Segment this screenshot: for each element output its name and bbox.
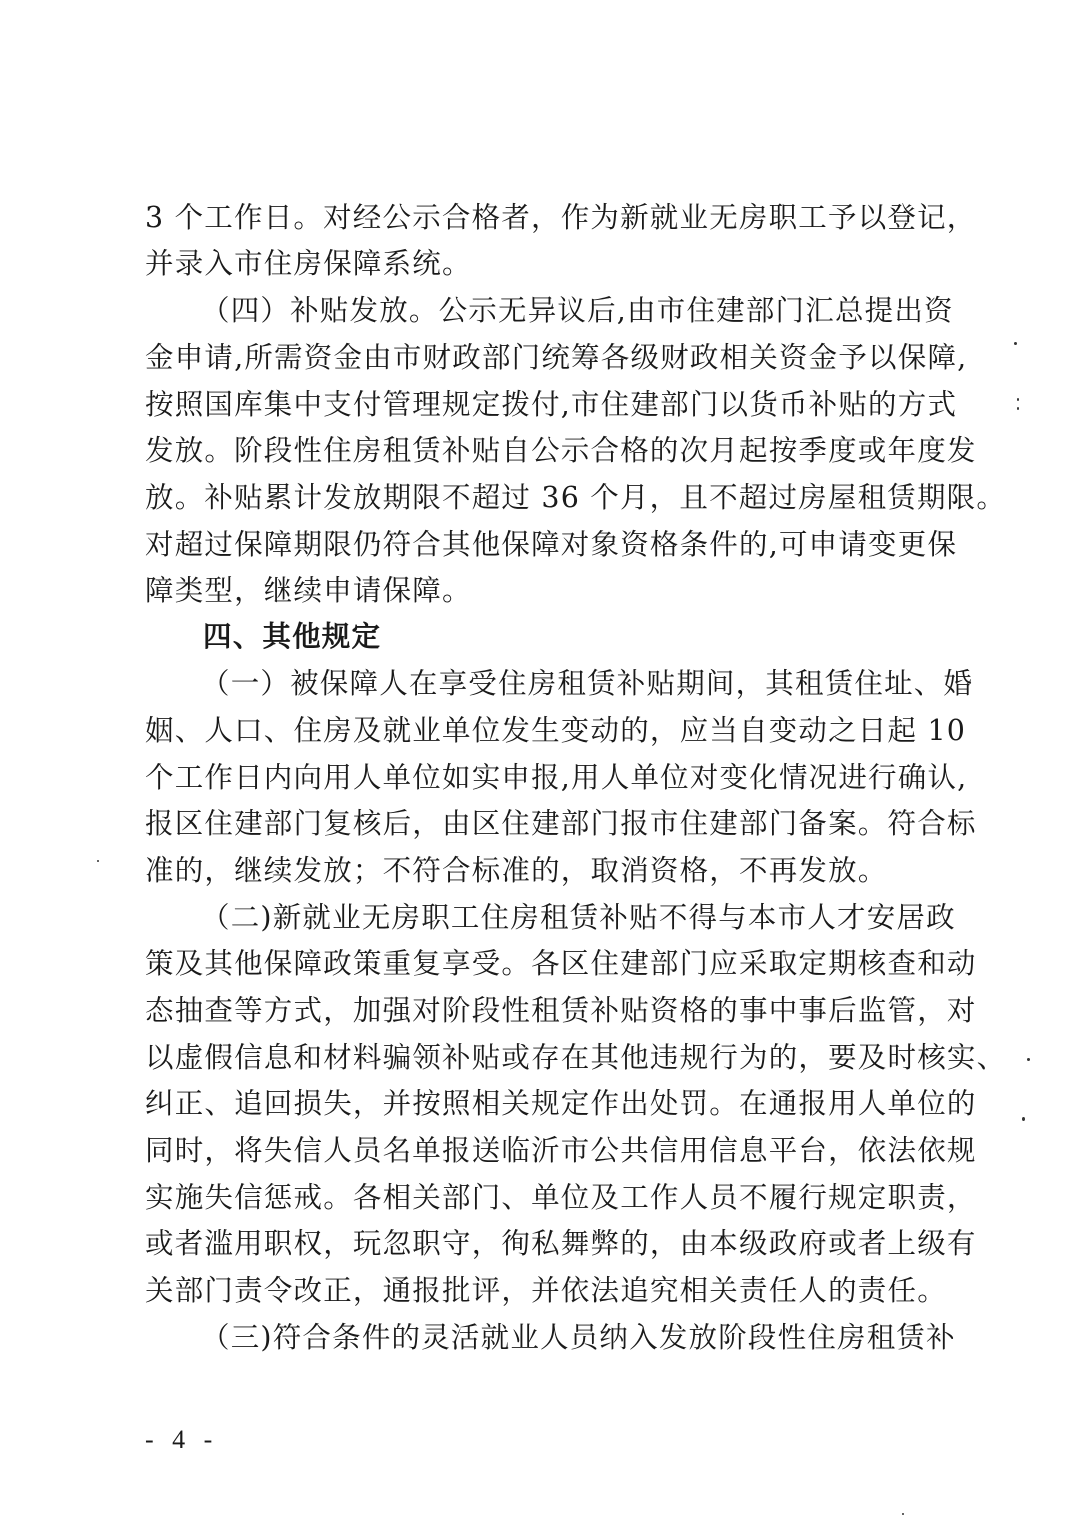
- text-line-14: 报区住建部门复核后，由区住建部门报市住建部门备案。符合标: [145, 807, 977, 840]
- text-line-25: （三)符合条件的灵活就业人员纳入发放阶段性住房租赁补: [201, 1321, 956, 1354]
- text-line-17: 策及其他保障政策重复享受。各区住建部门应采取定期核查和动: [145, 947, 977, 980]
- text-line-18: 态抽查等方式，加强对阶段性租赁补贴资格的事中事后监管，对: [145, 994, 977, 1027]
- text-line-16: （二)新就业无房职工住房租赁补贴不得与本市人才安居政: [201, 901, 956, 934]
- text-line-20: 纠正、追回损失，并按照相关规定作出处罚。在通报用人单位的: [145, 1087, 977, 1120]
- text-line-7: 放。补贴累计发放期限不超过 36 个月，且不超过房屋租赁期限。: [145, 481, 1007, 514]
- text-line-21: 同时，将失信人员名单报送临沂市公共信用信息平台，依法依规: [145, 1134, 977, 1167]
- text-line-1: 3 个工作日。对经公示合格者，作为新就业无房职工予以登记，: [145, 201, 977, 234]
- text-line-22: 实施失信惩戒。各相关部门、单位及工作人员不履行规定职责，: [145, 1181, 977, 1214]
- text-line-12: 姻、人口、住房及就业单位发生变动的，应当自变动之日起 10: [145, 714, 967, 747]
- text-line-19: 以虚假信息和材料骗领补贴或存在其他违规行为的，要及时核实、: [145, 1041, 1007, 1074]
- scan-speck: [1014, 342, 1017, 345]
- text-line-5: 按照国库集中支付管理规定拨付,市住建部门以货币补贴的方式: [145, 388, 958, 421]
- text-line-15: 准的，继续发放；不符合标准的，取消资格，不再发放。: [145, 854, 888, 887]
- text-line-6: 发放。阶段性住房租赁补贴自公示合格的次月起按季度或年度发: [145, 434, 977, 467]
- scan-speck: [902, 1513, 904, 1515]
- scan-speck: [1022, 1117, 1025, 1121]
- text-line-24: 关部门责令改正，通报批评，并依法追究相关责任人的责任。: [145, 1274, 947, 1307]
- text-line-11: （一）被保障人在享受住房租赁补贴期间，其租赁住址、婚: [201, 667, 974, 700]
- scan-speck: [1017, 407, 1019, 410]
- text-line-13: 个工作日内向用人单位如实申报,用人单位对变化情况进行确认,: [145, 761, 968, 794]
- text-line-23: 或者滥用职权，玩忽职守，徇私舞弊的，由本级政府或者上级有: [145, 1227, 977, 1260]
- text-line-4: 金申请,所需资金由市财政部门统筹各级财政相关资金予以保障,: [145, 341, 968, 374]
- text-line-3: （四）补贴发放。公示无异议后,由市住建部门汇总提出资: [201, 294, 954, 327]
- section-heading-other-provisions: 四、其他规定: [203, 620, 382, 653]
- page-number: - 4 -: [145, 1425, 219, 1454]
- scan-speck: [1017, 398, 1019, 401]
- scan-speck: [97, 860, 99, 862]
- scan-speck: [1027, 1058, 1030, 1061]
- text-line-9: 障类型，继续申请保障。: [145, 574, 472, 607]
- text-line-2: 并录入市住房保障系统。: [145, 247, 472, 280]
- text-line-8: 对超过保障期限仍符合其他保障对象资格条件的,可申请变更保: [145, 528, 958, 561]
